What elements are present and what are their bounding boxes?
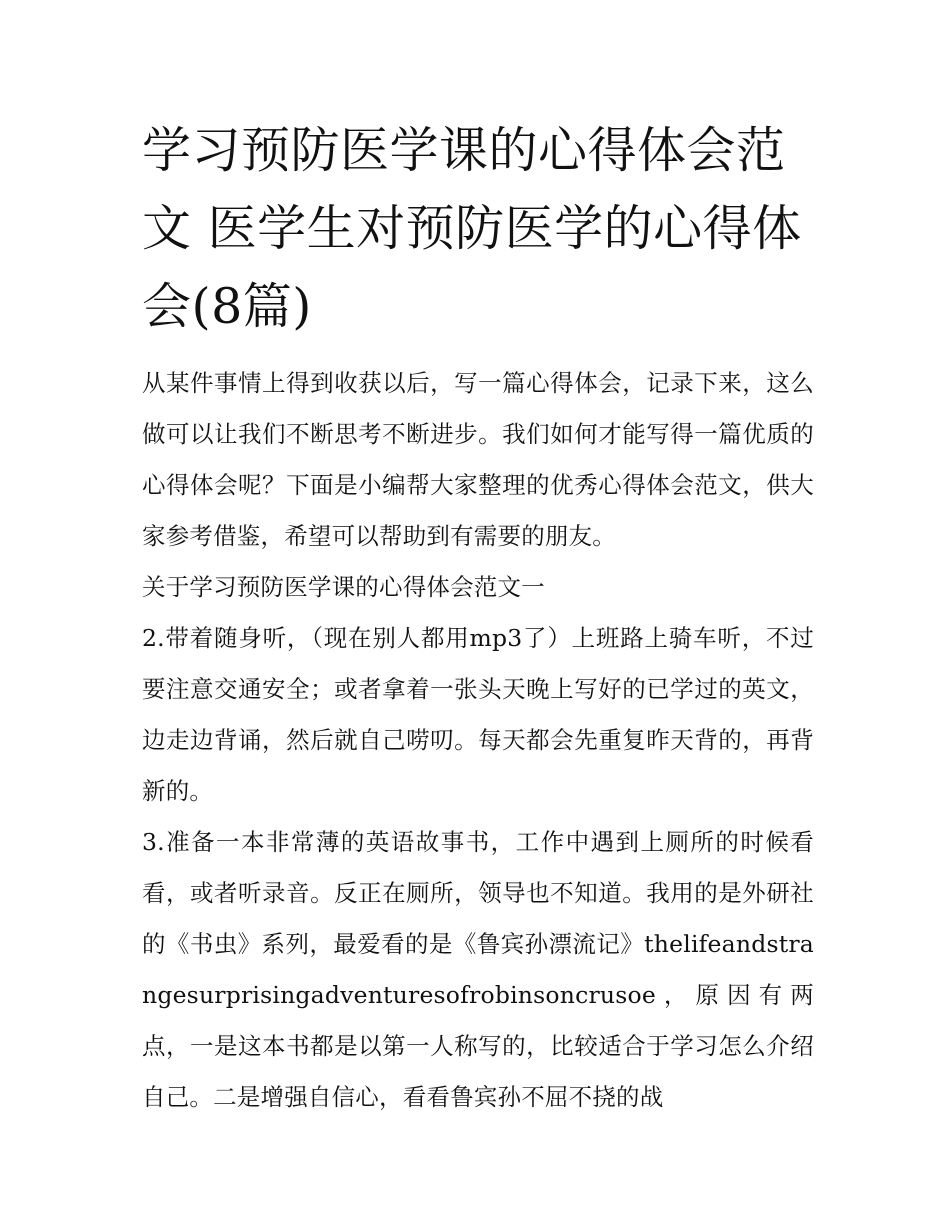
document-body <box>142 358 814 1123</box>
body-paragraph: 3.准备一本非常薄的英语故事书，工作中遇到上厕所的时候看看，或者听录音。反正在厕所，领导也不知道。我用的是外研社的《书虫》系列，最爱看的是《鲁宾孙漂流记》thelifeandstrangesurprisingadventuresofrobinsoncrusoe，原因有两点，一是这本书都是以第一人称写的，比较适合于学习怎么介绍自己。二是增强自信心，看看鲁宾孙不屈不挠的战 <box>142 828 814 1111</box>
section-heading: 关于学习预防医学课的心得体会范文一 <box>142 573 545 601</box>
document-page <box>142 112 814 1123</box>
document-title: 学习预防医学课的心得体会范文 医学生对预防医学的心得体会(8篇) <box>142 122 802 335</box>
body-paragraph: 2.带着随身听，（现在别人都用mp3了）上班路上骑车听，不过要注意交通安全；或者拿着一张头天晚上写好的已学过的英文，边走边背诵，然后就自己唠叨。每天都会先重复昨天背的，再背新的。 <box>142 624 814 805</box>
intro-paragraph: 从某件事情上得到收获以后，写一篇心得体会，记录下来，这么做可以让我们不断思考不断进步。我们如何才能写得一篇优质的心得体会呢？下面是小编帮大家整理的优秀心得体会范文，供大家参考借鉴，希望可以帮助到有需要的朋友。 <box>142 369 814 550</box>
